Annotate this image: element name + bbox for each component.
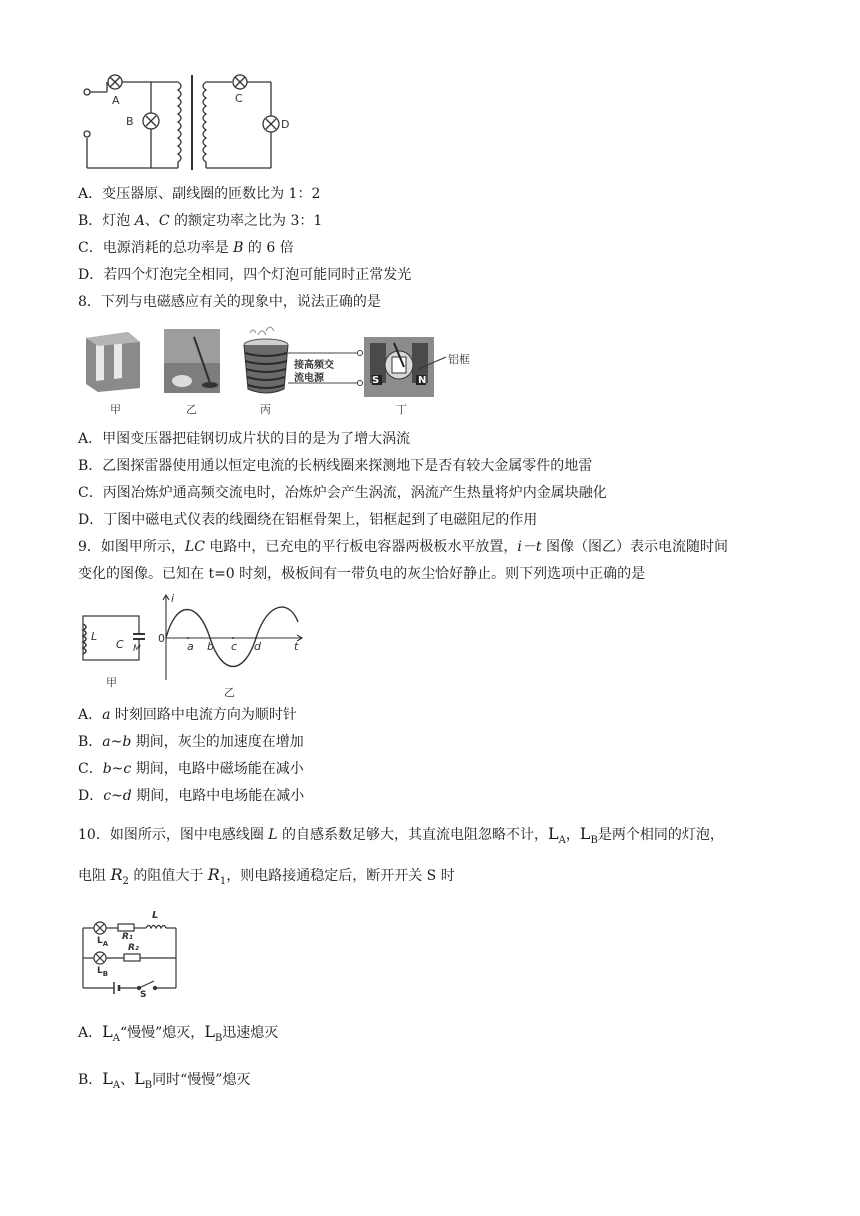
fig-inductor-label: L bbox=[152, 910, 159, 921]
q7-transformer-figure bbox=[78, 70, 308, 175]
fig-label-bing: 丙 bbox=[260, 403, 271, 416]
origin-label: 0 bbox=[158, 632, 165, 645]
fig-label-jia-9: 甲 bbox=[106, 676, 117, 689]
q7-option-d: D．若四个灯泡完全相同，四个灯泡可能同时正常发光 bbox=[78, 267, 412, 283]
axis-i-label: i bbox=[171, 592, 175, 605]
tick-a-label: a bbox=[187, 640, 194, 653]
fig-label-ding: 丁 bbox=[396, 403, 407, 416]
q8-stem: 8．下列与电磁感应有关的现象中，说法正确的是 bbox=[78, 294, 381, 310]
fig-switch-label: S bbox=[140, 990, 147, 1000]
magnet-n-label: N bbox=[418, 375, 427, 386]
inductor-label: L bbox=[91, 630, 98, 643]
q7-option-b: B．灯泡 A、C 的额定功率之比为 3：1 bbox=[78, 213, 323, 229]
q9-stem-line2: 变化的图像。已知在 t=0 时刻，极板间有一带负电的灰尘恰好静止。则下列选项中正确的是 bbox=[78, 566, 646, 582]
fig-r1-label: R₁ bbox=[122, 932, 133, 942]
plate-m-label: M bbox=[133, 644, 141, 654]
q7-option-a: A．变压器原、副线圈的匝数比为 1：2 bbox=[78, 186, 321, 202]
q10-option-b: B．$L_A$、$L_B$同时“慢慢”熄灭 bbox=[78, 1069, 251, 1091]
magnet-s-label: S bbox=[372, 375, 380, 386]
furnace-power-label-1: 接高频交 bbox=[294, 360, 334, 371]
q9-option-d: D．c~d 期间，电路中电场能在减小 bbox=[78, 788, 305, 804]
tick-d-label: d bbox=[254, 640, 261, 653]
lamp-b-label: B bbox=[126, 115, 134, 128]
q10-option-a: A．$L_A“$慢慢”熄灭，$L_B$迅速熄灭 bbox=[78, 1022, 279, 1044]
lc-circuit-diagram bbox=[78, 614, 148, 664]
q10-stem-line1: 10．如图所示，图中电感线圈 L 的自感系数足够大，其直流电阻忽略不计，$L_A$，$L_B$是两个相同的灯泡， bbox=[78, 824, 724, 846]
q9-figures bbox=[78, 592, 318, 698]
fig-label-yi: 乙 bbox=[186, 403, 197, 416]
q9-option-b: B．a~b 期间，灰尘的加速度在增加 bbox=[78, 734, 304, 750]
q8-option-a: A．甲图变压器把硅钢切成片状的目的是为了增大涡流 bbox=[78, 431, 411, 447]
lamp-d-label: D bbox=[281, 118, 290, 131]
lamp-c-label: C bbox=[235, 92, 243, 105]
furnace-power-label-2: 流电源 bbox=[294, 373, 324, 384]
fig-lamp-b-label: $L_B$ bbox=[97, 966, 109, 978]
q9-stem-line1: 9．如图甲所示，LC 电路中，已充电的平行板电容器两极板水平放置，i－t 图像（图乙）表示电流随时间 bbox=[78, 539, 728, 555]
transformer-circuit-diagram bbox=[78, 70, 308, 175]
silicon-steel-core-image bbox=[78, 328, 148, 393]
fig-r2-label: R₂ bbox=[128, 943, 139, 953]
current-time-graph bbox=[156, 592, 308, 682]
q7-option-c: C．电源消耗的总功率是 B 的 6 倍 bbox=[78, 240, 294, 256]
aluminum-frame-pointer bbox=[418, 353, 448, 373]
q9-option-a: A．a 时刻回路中电流方向为顺时针 bbox=[78, 707, 297, 723]
q8-option-d: D．丁图中磁电式仪表的线圈绕在铝框骨架上，铝框起到了电磁阻尼的作用 bbox=[78, 512, 538, 528]
q8-figures bbox=[78, 323, 478, 418]
tick-b-label: b bbox=[207, 640, 214, 653]
q8-option-c: C．丙图冶炼炉通高频交流电时，冶炼炉会产生涡流，涡流产生热量将炉内金属块融化 bbox=[78, 485, 607, 501]
axis-t-label: t bbox=[294, 640, 299, 653]
fig-label-jia: 甲 bbox=[110, 403, 121, 416]
lamp-a-label: A bbox=[112, 94, 120, 107]
q10-stem-line2: 电阻 $R_2$ 的阻值大于 $R_1$，则电路接通稳定后，断开开关 S 时 bbox=[78, 865, 455, 887]
q9-option-c: C．b~c 期间，电路中磁场能在减小 bbox=[78, 761, 304, 777]
q10-circuit-figure bbox=[78, 910, 188, 1002]
fig-lamp-a-label: $L_A$ bbox=[97, 936, 109, 948]
mine-detector-photo bbox=[164, 329, 220, 393]
fig-label-yi-9: 乙 bbox=[224, 686, 235, 699]
tick-c-label: c bbox=[231, 640, 238, 653]
q8-option-b: B．乙图探雷器使用通以恒定电流的长柄线圈来探测地下是否有较大金属零件的地雷 bbox=[78, 458, 593, 474]
capacitor-label: C bbox=[116, 638, 124, 651]
lamp-inductor-circuit-diagram bbox=[78, 910, 188, 1002]
aluminum-frame-label: 铝框 bbox=[448, 353, 470, 366]
